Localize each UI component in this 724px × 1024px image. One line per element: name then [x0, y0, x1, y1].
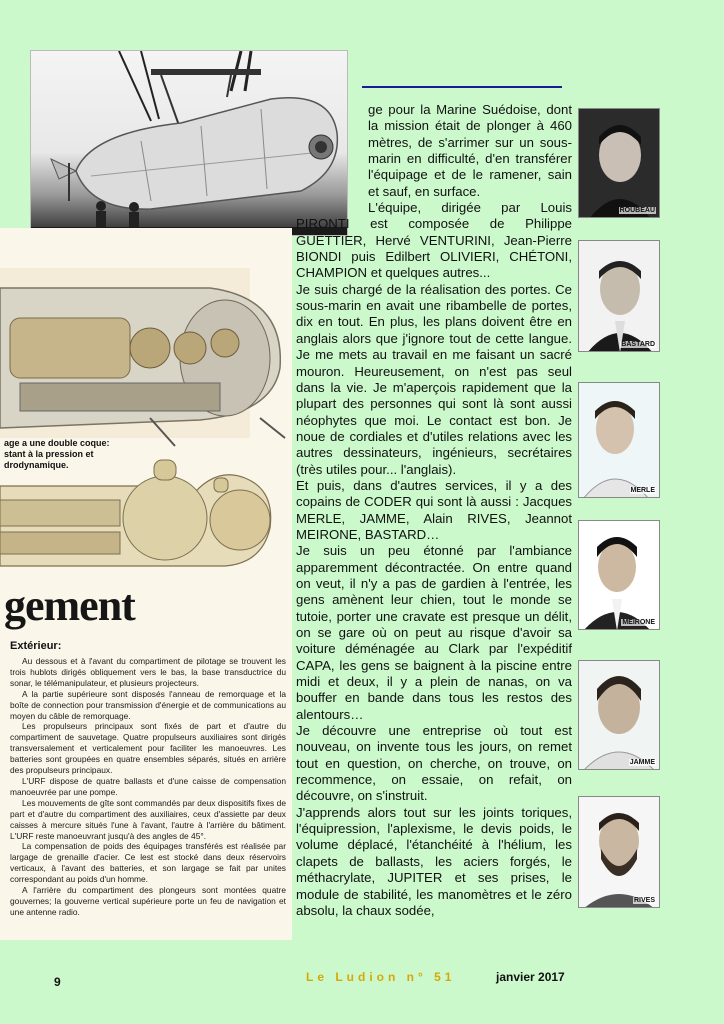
person-photo-icon [579, 383, 660, 498]
scan-title: gement [4, 581, 135, 630]
scan-paragraph: A l'arrière du compartiment des plongeurs sont montées quatre gouvernes; la gouverne vertical supérieure porte un feu de navigation et une antenne radio. [10, 885, 286, 917]
issue-date: janvier 2017 [496, 970, 565, 984]
scan-paragraph: A la partie supérieure sont disposés l'anneau de remorquage et la boîte de connection pour transmission d'énergie et de communications au moyen du câble de remorquage. [10, 688, 286, 721]
scan-caption: age a une double coque: stant à la pression et drodynamique. [4, 438, 110, 470]
portrait-name: ROUBEAU [619, 207, 655, 214]
portrait-rives [578, 796, 660, 908]
portrait-name: MERLE [630, 487, 655, 494]
article-paragraph: ge pour la Marine Suédoise, dont la mission était de plonger à 460 mètres, de s'arrimer sur un sous-marin en difficulté, d'en transférer l'équipage et de le ramener, sain et sauf, en surface. [368, 102, 572, 199]
blue-rule [362, 86, 562, 88]
article-paragraph: J'apprends alors tout sur les joints toriques, l'équipression, l'aplexisme, le devis poids, le volume déplacé, l'étanchéité à l'hélium, les clapets de ballasts, les aciers forgés, le méthacrylate, JUPITER et ses prises, le module de stabilité, les manomètres et le zéro absolu, la chaux sodée, [296, 804, 572, 918]
scan-paragraph: Les mouvements de gîte sont commandés par deux dispositifs fixes de part et d'autre du compartiment des auxiliaires, ceux d'assiette par deux caisses à mercure situés l'une à l'avant, l'autre à l'arrière du bâtiment. L'URF reste manoeuvrant jusqu'à des angles de 45°. [10, 797, 286, 841]
magazine-scan [0, 228, 292, 940]
person-photo-icon [579, 109, 660, 218]
portrait-jamme [578, 660, 660, 770]
scan-paragraph: L'URF dispose de quatre ballasts et d'une caisse de compensation manoeuvrée par une pompe. [10, 775, 286, 797]
person-photo-icon [579, 797, 660, 908]
portrait-meirone [578, 520, 660, 630]
scan-paragraph: Les propulseurs principaux sont fixés de part et d'autre du compartiment de sauvetage. Quatre propulseurs auxiliaires sont dirigés transversalement et verticalement pour faciliter les manoeuvres. Les batteries sont groupées en quatre ensembles séparés, situés en arrière des propulseurs principaux. [10, 721, 286, 776]
portrait-bastard [578, 240, 660, 352]
person-photo-icon [579, 661, 660, 770]
page-number: 9 [54, 975, 61, 989]
scan-paragraph: La compensation de poids des équipages transférés est réalisée par largage de grenaille d'acier. Ce lest est stocké dans deux réservoirs verticaux, à l'avant des batteries, et son largage se fait par unites correspondant au poids d'un homme. [10, 841, 286, 885]
article-paragraph: L'équipe, dirigée par Louis PIRONTI est composée de Philippe GUETTIER, Hervé VENTURINI, Jean-Pierre BIONDI puis Edilbert OLIVIERI, CHÉTONI, CHAMPION et quelques autres... [296, 200, 572, 281]
portrait-name: RIVES [633, 897, 655, 904]
scan-heading: Extérieur: [10, 640, 62, 652]
person-photo-icon [579, 521, 660, 630]
portrait-name: BASTARD [621, 341, 655, 348]
article-paragraph: Je suis un peu étonné par l'ambiance apparemment décontractée. On entre quand on veut, il n'y a pas de gardien à l'entrée, les gens amènent leur chien, tout le monde se tutoie, porter une cravate est presque un délit, on se gare où on peut au risque d'avoir sa voiture déménagée au Clark par l'expéditif CAPA, les gens se baignent à la piscine entre midi et deux, il y a plein de nanas, on va bouffer en bande dans tous les restos des alentours… [296, 543, 572, 722]
magazine-name: Le Ludion n° 51 [306, 970, 456, 984]
portrait-name: JAMME [629, 759, 655, 766]
article-column [296, 102, 572, 919]
article-paragraph: Je suis chargé de la réalisation des portes. Ce sous-marin en avait une ribambelle de portes, dix en tout. En plus, les plans doivent être en anglais alors que j'ignore tout de cette langue. Je me mets au travail en me faisant un sacré mouron. Heureusement, on n'est pas seul dans la vie. Je m'aperçois rapidement que la plupart des personnes qui sont là sont aussi néophytes que moi. Le contact est bon. Je noue de cordiales et d'utiles relations avec les autres dessinateurs, ingénieurs, secrétaires (très utiles pour... l'anglais). [296, 281, 572, 477]
portrait-roubeau [578, 108, 660, 218]
submarine-cutaway-illustration [0, 228, 292, 578]
portrait-name: MEIRONE [622, 619, 655, 626]
person-photo-icon [579, 241, 660, 352]
scan-body [10, 656, 286, 918]
article-paragraph: Je découvre une entreprise où tout est nouveau, on invente tous les jours, on remet tout en question, on cherche, on trouve, on recommence, on essaie, on refait, on découvre, on s'instruit. [296, 723, 572, 804]
portrait-merle [578, 382, 660, 498]
scan-paragraph: Au dessous et à l'avant du compartiment de pilotage se trouvent les trois hublots dirigés obliquement vers le bas, la base transductrice du sonar, le télémanipulateur, et plusieurs projecteurs. [10, 656, 286, 688]
article-paragraph: Et puis, dans d'autres services, il y a des copains de CODER qui sont là aussi : Jacques MERLE, JAMME, Alain RIVES, Jeannot MEIRONE, BASTARD… [296, 477, 572, 542]
